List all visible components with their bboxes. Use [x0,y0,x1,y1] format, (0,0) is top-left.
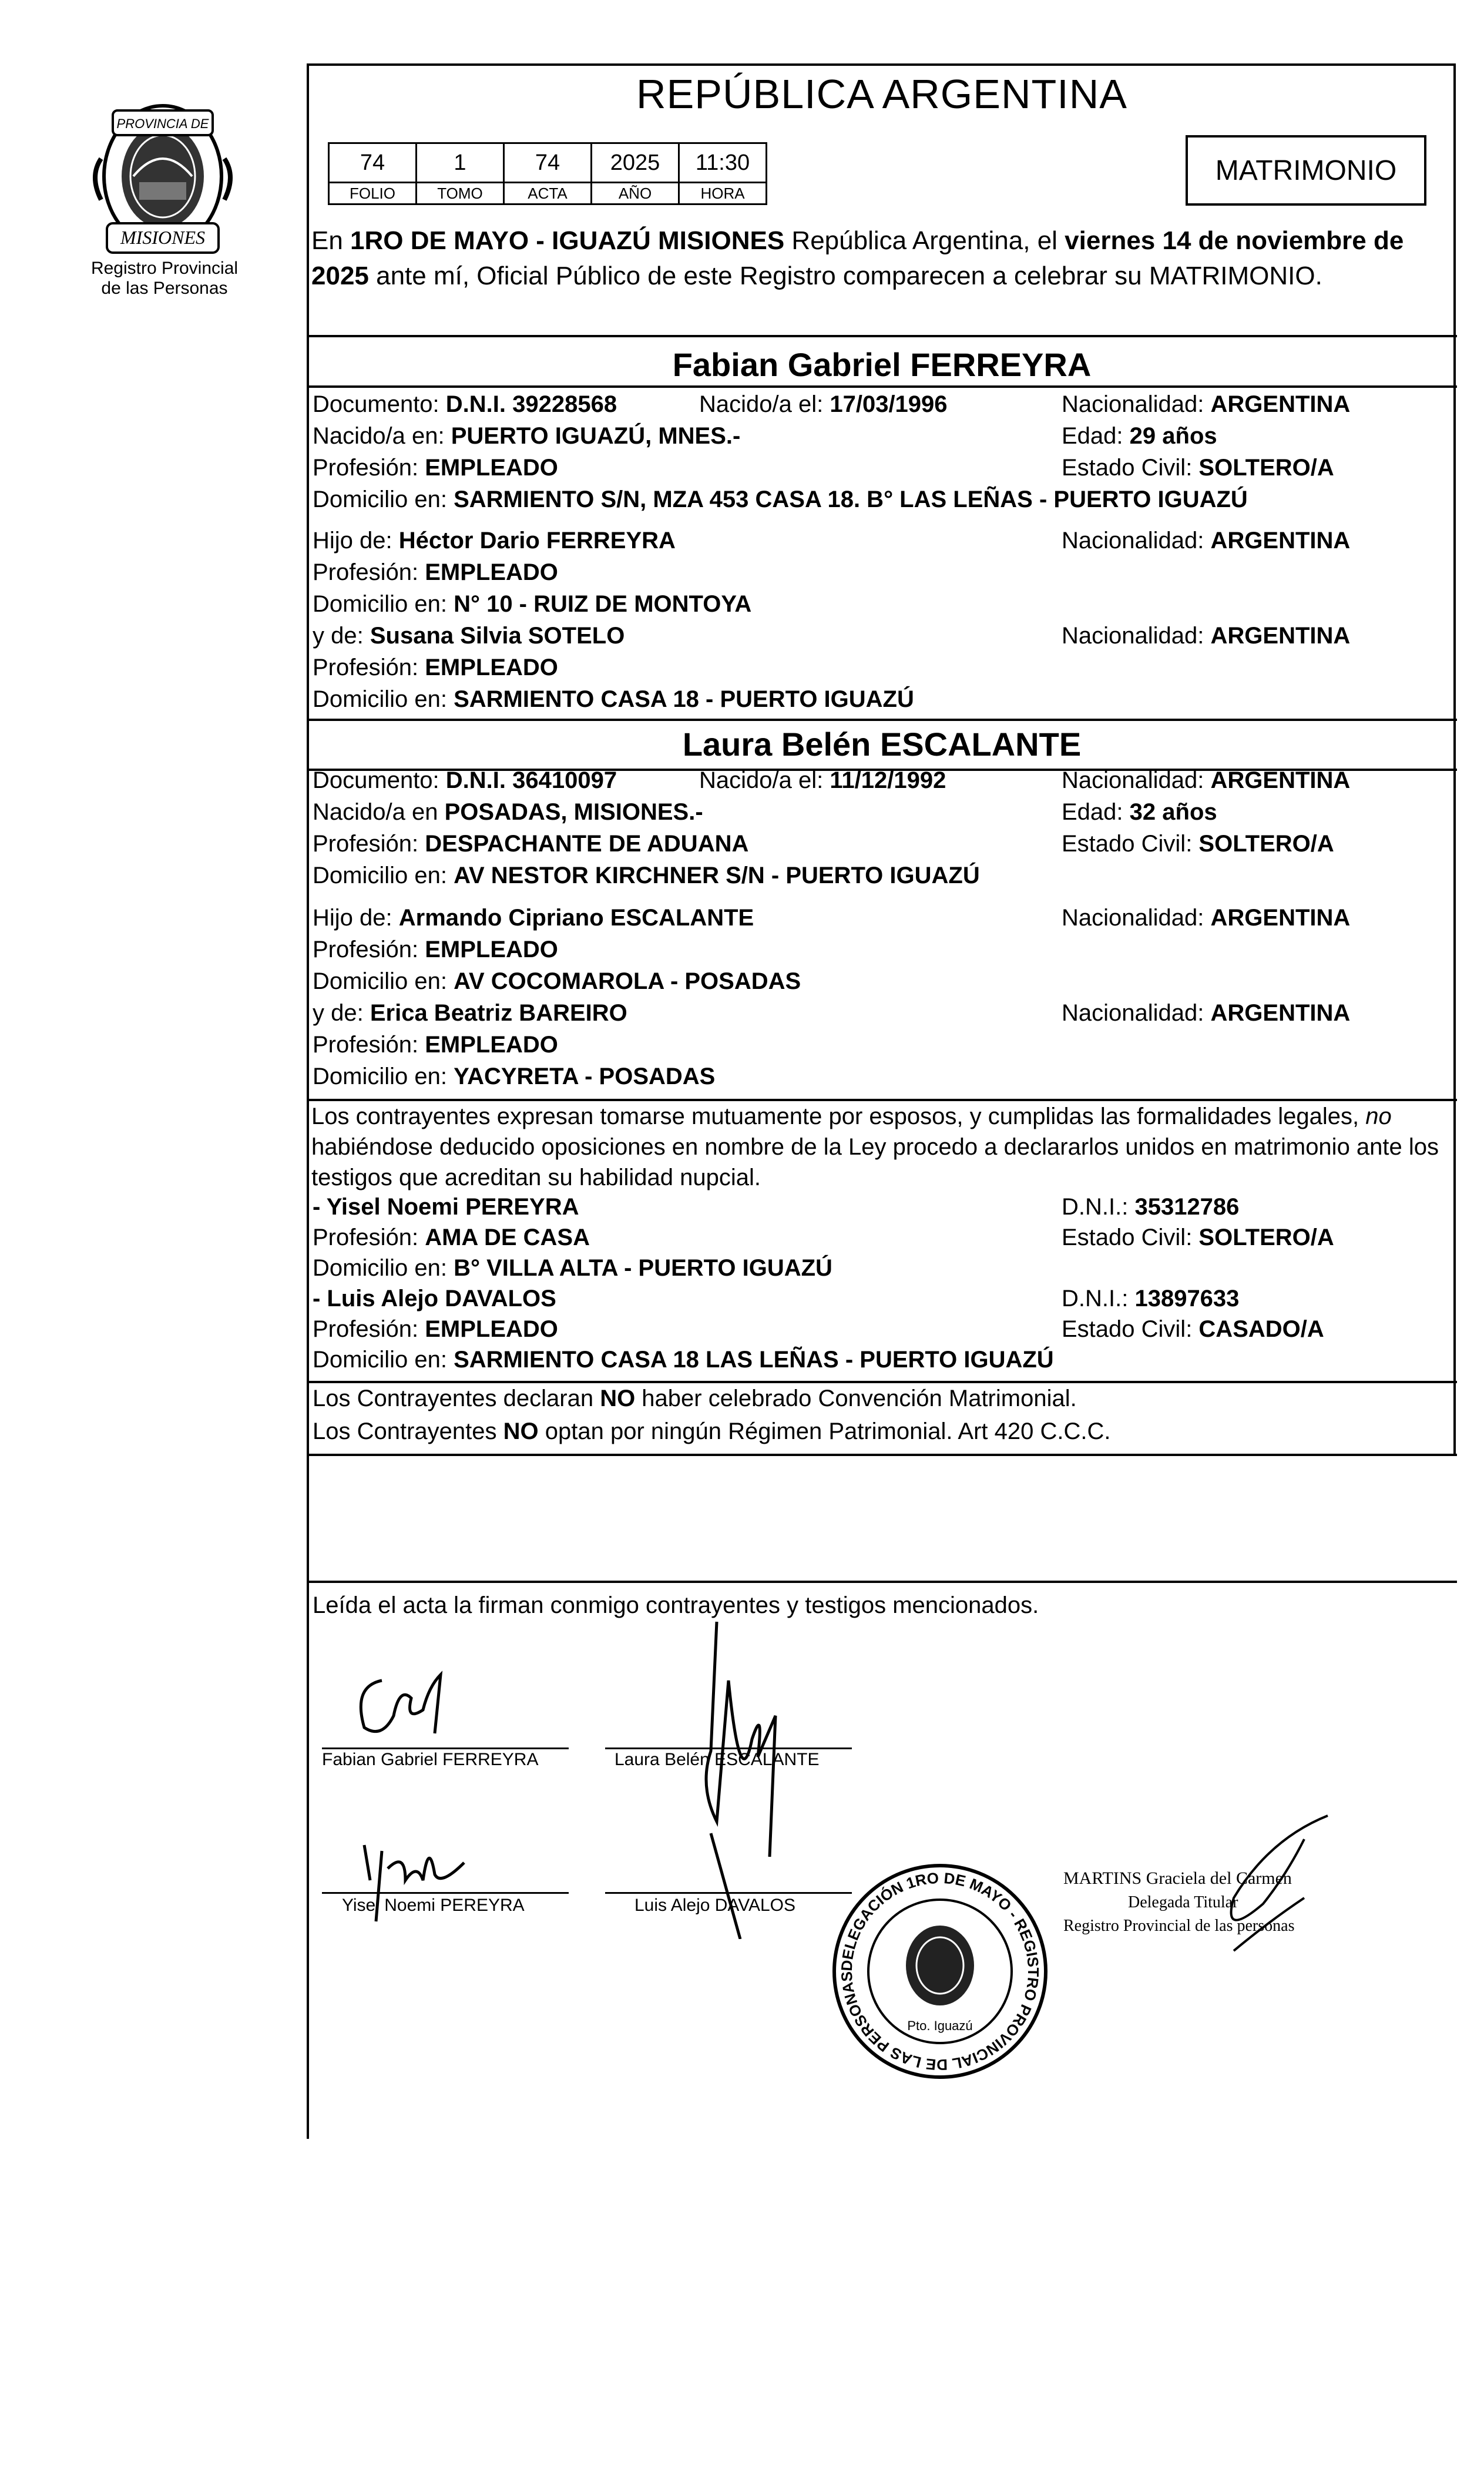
spouse2-nat [1062,767,1350,794]
spouse1-addr [313,487,1248,513]
year-value: 2025 [592,143,679,183]
label: Nacido/a el: [699,391,830,417]
spouse1-birthplace [313,423,740,450]
value: POSADAS, MISIONES.- [444,799,703,825]
value: EMPLEADO [425,937,558,962]
intro-p3: ante mí, Oficial Público de este Registro comparecen a celebrar su MATRIMONIO. [368,261,1322,290]
signature-line-2 [605,1747,852,1749]
text: Los Contrayentes declaran [313,1386,600,1411]
value: EMPLEADO [425,1032,558,1058]
emphasis: NO [503,1418,539,1444]
signature-line-4 [605,1892,852,1894]
signature-name-4: Luis Alejo DAVALOS [634,1896,796,1915]
official-registry: Registro Provincial de las personas [1063,1917,1295,1935]
witness2-addr [313,1347,1054,1373]
spouse1-age [1062,423,1217,450]
stamp-ring-text: DELEGACIÓN 1RO DE MAYO - REGISTRO PROVINCIAL DE LAS PERSONAS [837,1869,1043,2074]
signature-spouse1 [347,1663,464,1745]
folio-label: FOLIO [329,183,417,204]
label: Profesión: [313,455,425,481]
label: y de: [313,623,370,649]
regime-line2 [313,1418,1111,1445]
label: Nacionalidad: [1062,905,1211,931]
spouse1-father-addr [313,591,751,618]
spouse2-addr [313,863,980,889]
value: 29 años [1129,423,1217,449]
label: Domicilio en: [313,591,454,617]
spouse2-father-addr [313,968,801,995]
witness1-prof [313,1225,590,1251]
spouse1-name: Fabian Gabriel FERREYRA [672,346,1092,383]
label: Profesión: [313,1225,425,1250]
declaration-text: Los contrayentes expresan tomarse mutuamente por esposos, y cumplidas las formalidades legales, [311,1103,1366,1129]
spouse1-mother-nat [1062,623,1350,649]
spouse2-mother [313,1000,627,1027]
act-type-box: MATRIMONIO [1186,135,1426,206]
country-title: REPÚBLICA ARGENTINA [636,71,1127,117]
spouse1-civil [1062,455,1334,481]
value: 32 años [1129,799,1217,825]
spouse2-mother-addr [313,1064,715,1090]
value: SARMIENTO CASA 18 LAS LEÑAS - PUERTO IGUAZÚ [454,1347,1054,1373]
folio-value: 74 [329,143,417,183]
signature-name-1: Fabian Gabriel FERREYRA [322,1750,539,1769]
label: Domicilio en: [313,686,454,712]
spouse2-father-nat [1062,905,1350,931]
label: Nacido/a en: [313,423,451,449]
spouse1-father [313,528,676,554]
delegation-seal-stamp [828,1860,1052,2083]
spouse2-mother-prof [313,1032,558,1058]
label: Hijo de: [313,905,399,931]
value: ARGENTINA [1210,528,1351,554]
official-signature-block [1063,1804,1369,1980]
value: EMPLEADO [425,455,558,481]
frame-left-line [307,1451,309,2139]
label: Nacido/a el: [699,767,830,793]
value: 13897633 [1134,1286,1240,1312]
stamp-inner-text: Pto. Iguazú [907,2018,973,2033]
label: Nacionalidad: [1062,528,1211,554]
label: Nacionalidad: [1062,623,1211,649]
label: Profesión: [313,831,425,857]
intro-paragraph [311,223,1451,294]
tomo-label: TOMO [417,183,504,204]
label: D.N.I.: [1062,1286,1135,1312]
value: ARGENTINA [1210,1000,1351,1026]
value: SOLTERO/A [1198,455,1334,481]
label: Documento: [313,391,446,417]
hour-label: HORA [679,183,767,204]
divider-header [307,335,1457,337]
text: haber celebrado Convención Matrimonial. [635,1386,1077,1411]
emphasis: NO [600,1386,636,1411]
spouse2-name: Laura Belén ESCALANTE [682,726,1082,763]
value: Susana Silvia SOTELO [370,623,625,649]
value: 35312786 [1134,1194,1240,1220]
declaration-paragraph [311,1101,1451,1193]
value: SOLTERO/A [1198,1225,1334,1250]
label: Nacionalidad: [1062,391,1211,417]
tomo-value: 1 [417,143,504,183]
value: Armando Cipriano ESCALANTE [398,905,754,931]
intro-p1: En [311,226,351,255]
spouse1-nat [1062,391,1350,418]
value: ARGENTINA [1210,767,1351,793]
witness1-dni [1062,1194,1239,1220]
divider-signatures [307,1581,1457,1583]
label: Nacido/a en [313,799,445,825]
label: Nacionalidad: [1062,767,1211,793]
provincial-coat-of-arms-logo [78,88,248,264]
signature-name-2: Laura Belén ESCALANTE [615,1750,820,1769]
label: D.N.I.: [1062,1194,1135,1220]
label: Estado Civil: [1062,455,1199,481]
value: SARMIENTO S/N, MZA 453 CASA 18. B° LAS LEÑAS - PUERTO IGUAZÚ [454,487,1248,512]
label: Domicilio en: [313,1347,454,1373]
value: D.N.I. 39228568 [445,391,617,417]
signature-line-3 [322,1892,569,1894]
spouse1-doc [313,391,617,418]
official-title: Delegada Titular [1128,1893,1238,1911]
label: Domicilio en: [313,1255,454,1281]
logo-caption-line1: Registro Provincial [90,259,239,278]
label: Profesión: [313,937,425,962]
logo-ring-top: PROVINCIA DE [116,116,209,131]
text: optan por ningún Régimen Patrimonial. Art 420 C.C.C. [538,1418,1111,1444]
label: Estado Civil: [1062,831,1199,857]
spouse1-mother-prof [313,655,558,681]
divider-spouse2 [307,719,1457,721]
official-name: MARTINS Graciela del Carmen [1063,1869,1292,1888]
hour-value: 11:30 [679,143,767,183]
value: D.N.I. 36410097 [445,767,617,793]
spouse2-father-prof [313,937,558,963]
label: Documento: [313,767,446,793]
value: ARGENTINA [1210,905,1351,931]
value: B° VILLA ALTA - PUERTO IGUAZÚ [454,1255,832,1281]
spouse1-father-nat [1062,528,1350,554]
spouse2-prof [313,831,748,857]
spouse1-father-prof [313,559,558,586]
logo-caption [65,259,264,298]
divider-blank [307,1454,1457,1456]
value: ARGENTINA [1210,623,1351,649]
acta-label: ACTA [504,183,592,204]
label: Profesión: [313,1032,425,1058]
logo-caption-line2: de las Personas [101,279,228,298]
value: EMPLEADO [425,655,558,680]
value: Erica Beatriz BAREIRO [370,1000,627,1026]
value: 17/03/1996 [830,391,948,417]
label: Profesión: [313,1316,425,1342]
value: - Yisel Noemi PEREYRA [313,1194,579,1220]
spouse2-age [1062,799,1217,826]
signature-name-3: Yisel Noemi PEREYRA [342,1896,525,1915]
witness1-civil [1062,1225,1334,1251]
witness1-addr [313,1255,832,1282]
witness1-name [313,1194,579,1220]
label: Domicilio en: [313,1064,454,1089]
witness2-civil [1062,1316,1324,1343]
value: Héctor Dario FERREYRA [398,528,676,554]
witness2-dni [1062,1286,1239,1312]
value: YACYRETA - POSADAS [454,1064,716,1089]
label: Domicilio en: [313,487,454,512]
label: Estado Civil: [1062,1225,1199,1250]
spouse1-mother-addr [313,686,914,713]
intro-p2: República Argentina, el [784,226,1065,255]
value: ARGENTINA [1210,391,1351,417]
closing-text: Leída el acta la firman conmigo contrayentes y testigos mencionados. [313,1592,1039,1618]
declaration-text2: habiéndose deducido oposiciones en nombre de la Ley procedo a declararlos unidos en matrimonio ante los testigos que acreditan su habilidad nupcial. [311,1134,1439,1190]
label: Estado Civil: [1062,1316,1199,1342]
value: EMPLEADO [425,1316,558,1342]
declaration-italic: no [1365,1103,1392,1129]
value: SOLTERO/A [1198,831,1334,857]
spouse2-doc [313,767,617,794]
label: Edad: [1062,423,1130,449]
spouse2-father [313,905,754,931]
label: Domicilio en: [313,863,454,888]
value: PUERTO IGUAZÚ, MNES.- [451,423,741,449]
logo-ring-bottom: MISIONES [120,227,205,248]
witness2-name [313,1286,556,1312]
year-label: AÑO [592,183,679,204]
label: y de: [313,1000,370,1026]
label: Profesión: [313,559,425,585]
registry-data-table [328,142,767,205]
value: CASADO/A [1198,1316,1324,1342]
regime-line1 [313,1386,1077,1412]
value: - Luis Alejo DAVALOS [313,1286,556,1312]
value: AMA DE CASA [425,1225,590,1250]
spouse2-civil [1062,831,1334,857]
label: Domicilio en: [313,968,454,994]
value: 11/12/1992 [830,767,946,793]
signature-line-1 [322,1747,569,1749]
divider-spouse1-name [307,385,1457,388]
divider-regime [307,1381,1457,1383]
label: Edad: [1062,799,1130,825]
witness2-prof [313,1316,558,1343]
spouse2-mother-nat [1062,1000,1350,1027]
value: DESPACHANTE DE ADUANA [425,831,749,857]
acta-value: 74 [504,143,592,183]
spouse1-prof [313,455,558,481]
intro-place: 1RO DE MAYO - IGUAZÚ MISIONES [350,226,785,255]
label: Nacionalidad: [1062,1000,1211,1026]
spouse2-born [699,767,946,794]
intro-date: viernes 14 de noviembre de 2025 [311,226,1404,290]
value: N° 10 - RUIZ DE MONTOYA [454,591,752,617]
text: Los Contrayentes [313,1418,503,1444]
value: EMPLEADO [425,559,558,585]
spouse2-birthplace [313,799,703,826]
signature-spouse2 [652,1610,828,1939]
value: SARMIENTO CASA 18 - PUERTO IGUAZÚ [454,686,914,712]
spouse1-born [699,391,948,418]
signature-official [1151,1804,1363,1980]
spouse1-mother [313,623,625,649]
label: Hijo de: [313,528,399,554]
label: Profesión: [313,655,425,680]
value: AV NESTOR KIRCHNER S/N - PUERTO IGUAZÚ [454,863,980,888]
value: AV COCOMAROLA - POSADAS [454,968,801,994]
